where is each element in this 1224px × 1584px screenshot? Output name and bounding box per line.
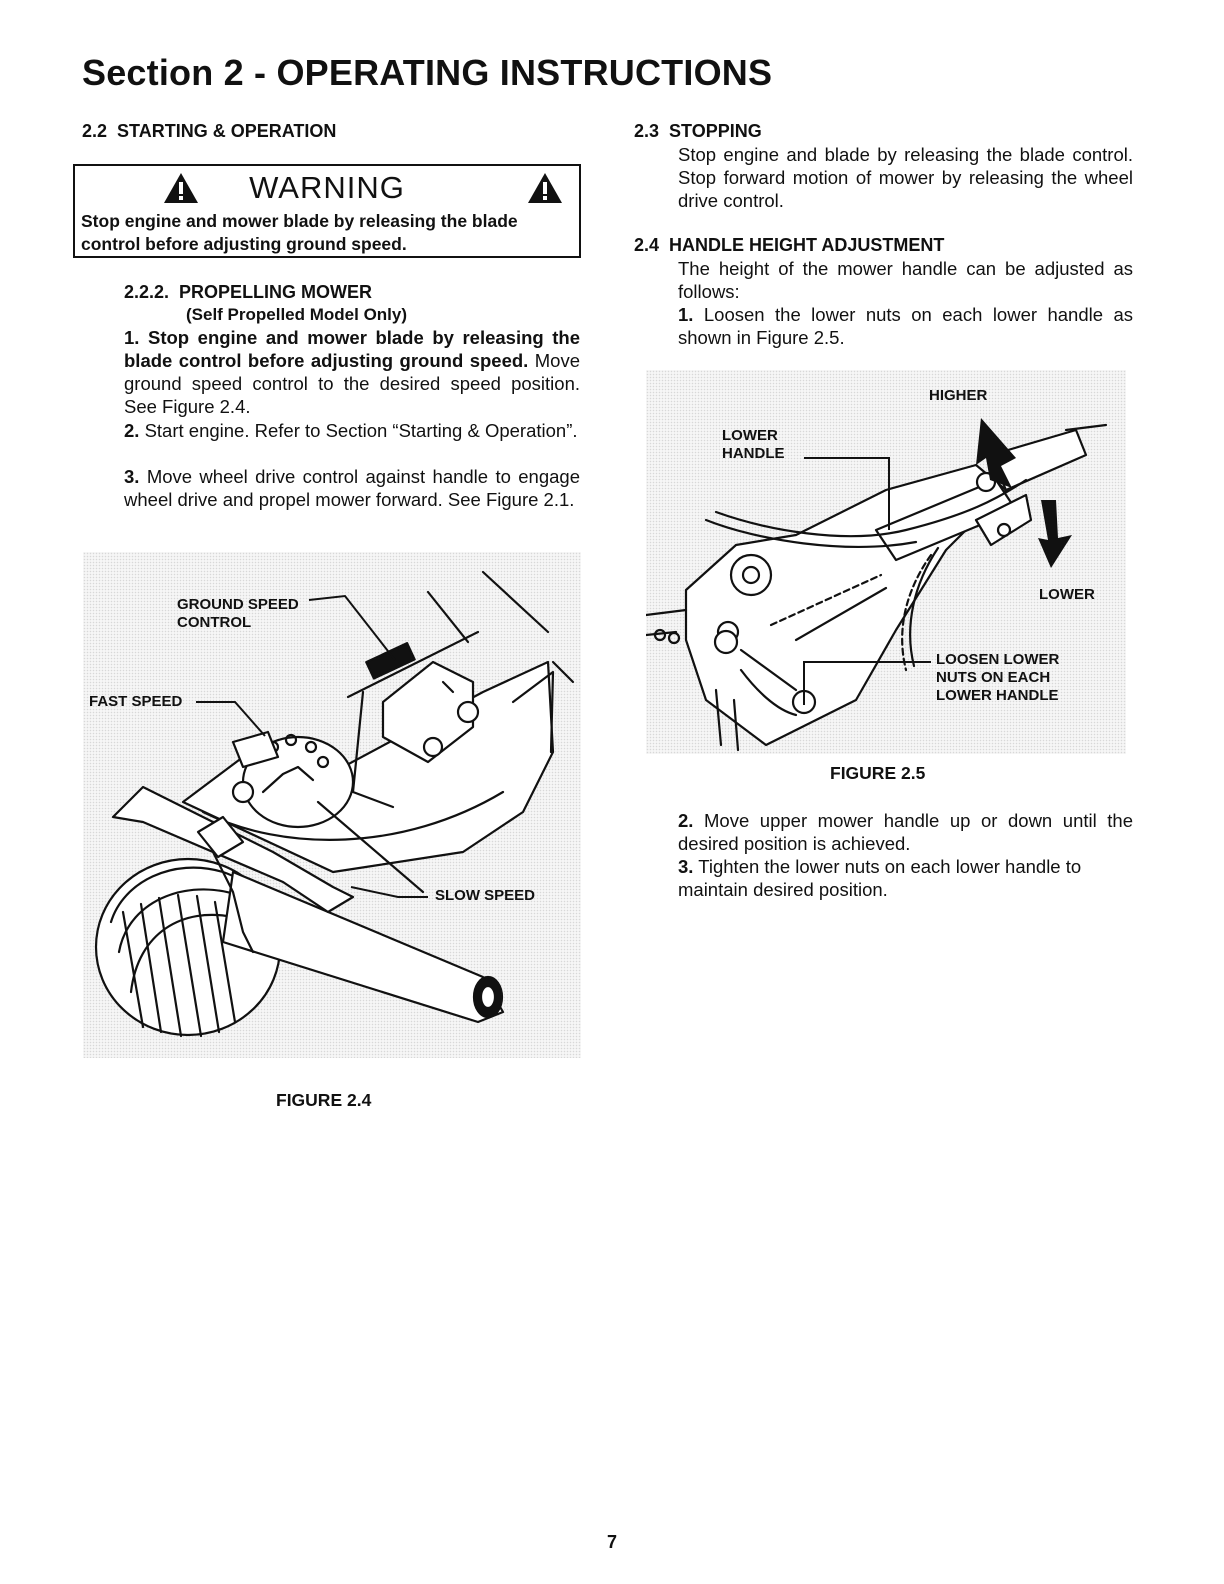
step-number: 2.	[124, 420, 140, 441]
section-2-2-heading	[82, 121, 336, 142]
adjust-step-3	[678, 855, 1133, 901]
callout-line: LOWER HANDLE	[936, 687, 1059, 704]
adjust-step-3-text: Tighten the lower nuts on each lower handle to maintain desired position.	[678, 856, 1082, 900]
step-number: 3.	[678, 856, 694, 877]
step-3-text: Move wheel drive control against handle to engage wheel drive and propel mower forward. See Figure 2.1.	[124, 466, 580, 510]
lower-handle-callout	[722, 427, 785, 463]
figure-2-4-caption: FIGURE 2.4	[276, 1090, 372, 1110]
ground-speed-control-illustration	[83, 552, 581, 1058]
callout-line: CONTROL	[177, 614, 252, 631]
section-2-2-2-heading	[124, 282, 372, 303]
section-2-3-heading	[634, 121, 762, 142]
section-2-4-heading	[634, 235, 944, 256]
warning-triangle-icon	[527, 172, 563, 204]
section-title: HANDLE HEIGHT ADJUSTMENT	[669, 235, 945, 255]
section-title: STARTING & OPERATION	[117, 121, 337, 141]
warning-box	[73, 164, 581, 258]
step-1-bold-text: Stop engine and mower blade by releasing the blade control before adjusting ground speed.	[124, 327, 580, 371]
adjust-step-1	[678, 303, 1133, 349]
page-number: 7	[606, 1532, 617, 1552]
step-2-text: Start engine. Refer to Section “Starting & Operation”.	[144, 420, 578, 441]
callout-line: LOOSEN LOWER	[936, 651, 1060, 668]
step-2	[124, 419, 580, 442]
adjust-step-2	[678, 809, 1133, 855]
adjust-step-1-text: Loosen the lower nuts on each lower handle as shown in Figure 2.5.	[678, 304, 1134, 348]
section-2-3-text: Stop engine and blade by releasing the blade control. Stop forward motion of mower by releasing the wheel drive control.	[678, 144, 1133, 211]
fast-speed-callout: FAST SPEED	[89, 693, 183, 710]
callout-line: HANDLE	[722, 445, 785, 462]
callout-line: NUTS ON EACH	[936, 669, 1051, 686]
section-number: 2.4	[634, 235, 660, 255]
figure-2-5-caption: FIGURE 2.5	[830, 763, 926, 783]
step-1	[124, 326, 580, 418]
lower-callout: LOWER	[1039, 586, 1095, 603]
callout-line: LOWER	[722, 427, 778, 444]
page-title: Section 2 - OPERATING INSTRUCTIONS	[82, 52, 773, 93]
step-number: 1.	[124, 327, 140, 348]
loosen-nuts-callout	[936, 651, 1059, 705]
figure-2-5	[646, 370, 1126, 754]
adjust-step-2-text: Move upper mower handle up or down until the desired position is achieved.	[678, 810, 1133, 854]
section-title: STOPPING	[669, 121, 762, 141]
section-subtitle: (Self Propelled Model Only)	[186, 305, 408, 324]
step-number: 1.	[678, 304, 694, 325]
section-title: PROPELLING MOWER	[179, 282, 373, 302]
warning-text: Stop engine and mower blade by releasing the blade control before adjusting ground speed.	[81, 211, 518, 254]
ground-speed-callout	[177, 596, 299, 632]
section-2-4-text: The height of the mower handle can be adjusted as follows:	[678, 258, 1133, 302]
step-number: 3.	[124, 466, 140, 487]
section-number: 2.3	[634, 121, 660, 141]
warning-title: WARNING	[249, 170, 405, 205]
step-number: 2.	[678, 810, 694, 831]
higher-callout: HIGHER	[929, 387, 988, 404]
slow-speed-callout: SLOW SPEED	[435, 887, 536, 904]
step-1-text: Move ground speed control to the desired speed position. See Figure 2.4.	[124, 350, 581, 417]
step-3	[124, 465, 580, 511]
figure-2-4	[83, 552, 581, 1058]
section-number: 2.2	[82, 121, 108, 141]
section-number: 2.2.2.	[124, 282, 170, 302]
callout-line: GROUND SPEED	[177, 596, 299, 613]
